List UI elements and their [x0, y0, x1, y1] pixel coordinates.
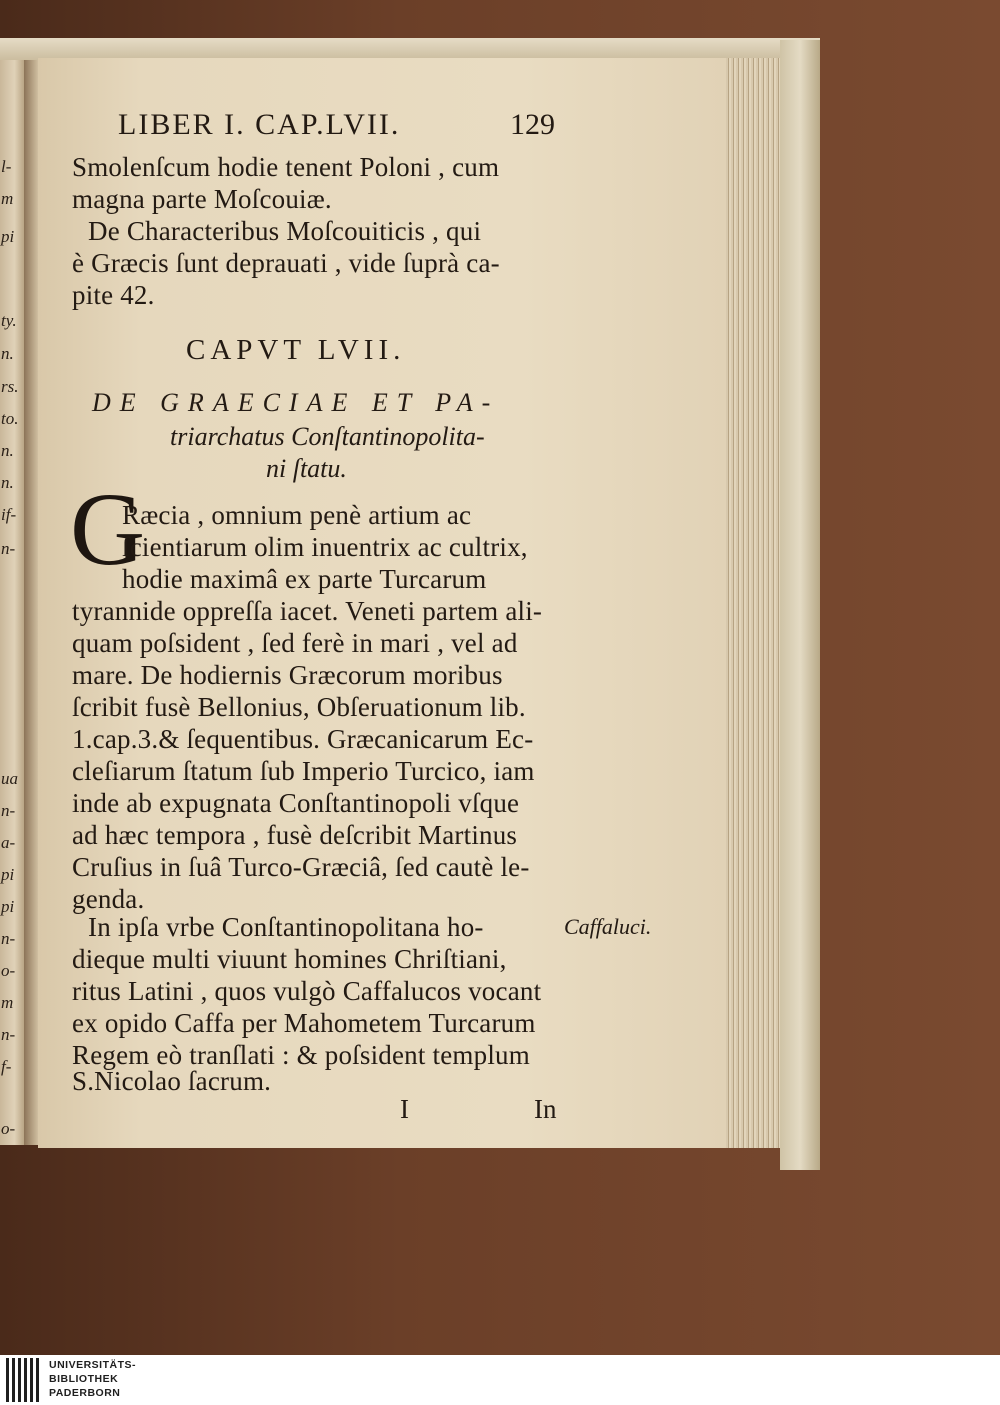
left-fragment: m	[1, 189, 14, 208]
left-fragment: rs.	[1, 377, 19, 396]
logo-line: PADERBORN	[49, 1387, 121, 1399]
left-fragment: n-	[1, 801, 16, 820]
chapter-heading: CAPVT LVII.	[186, 334, 406, 366]
text-line: è Græcis ſunt deprauati , vide ſuprà ca-	[72, 248, 500, 278]
marginal-note: Caffaluci.	[564, 914, 652, 939]
running-head: LIBER I. CAP.LVII.	[118, 108, 401, 141]
chapter-subtitle: DE GRAECIAE ET PA-	[92, 388, 500, 417]
left-fragment: to.	[1, 409, 19, 428]
left-fragment: n.	[1, 441, 14, 460]
text-line: Smolenſcum hodie tenent Poloni , cum	[72, 152, 500, 182]
left-fragment: pi	[1, 897, 15, 916]
left-fragment: n-	[1, 929, 16, 948]
text-line: tyrannide oppreſſa iacet. Veneti partem ali-	[72, 596, 543, 626]
logo-line: UNIVERSITÄTS-	[49, 1359, 137, 1371]
text-line: S.Nicolao ſacrum.	[72, 1066, 272, 1096]
text-line: Regem eò tranſlati : & poſsident templum	[72, 1040, 530, 1070]
left-fragment: n-	[1, 539, 16, 558]
left-fragment: ty.	[1, 311, 17, 330]
text-line: ex opido Caffa per Mahometem Turcarum	[72, 1008, 536, 1038]
left-fragment: if-	[1, 505, 17, 524]
text-line: pite 42.	[72, 280, 155, 310]
left-fragment: pi	[1, 865, 15, 884]
left-fragment: o-	[1, 1119, 16, 1138]
left-fragment: m	[1, 993, 14, 1012]
left-fragment: n-	[1, 1025, 16, 1044]
chapter-subtitle: ni ſtatu.	[266, 454, 347, 483]
library-footer	[0, 1355, 1000, 1405]
page-number: 129	[510, 108, 555, 141]
left-fragment: n.	[1, 344, 14, 363]
text-line: In ipſa vrbe Conſtantinopolitana ho-	[88, 912, 484, 942]
text-line: dieque multi viuunt homines Chriſtiani,	[72, 944, 507, 974]
left-fragment: n.	[1, 473, 14, 492]
left-fragment: o-	[1, 961, 16, 980]
book-cover-edge	[780, 40, 820, 1170]
text-line: hodie maximâ ex parte Turcarum	[122, 564, 487, 594]
text-line: cleſiarum ſtatum ſub Imperio Turcico, iam	[72, 756, 535, 786]
text-line: inde ab expugnata Conſtantinopoli vſque	[72, 788, 520, 818]
left-page-edge	[0, 60, 24, 1145]
book-spine-top	[0, 38, 820, 60]
text-line: De Characteribus Moſcouiticis , qui	[88, 216, 482, 246]
chapter-subtitle: triarchatus Conſtantinopolita-	[170, 422, 485, 451]
text-line: genda.	[72, 884, 145, 914]
text-line: Cruſius in ſuâ Turco-Græciâ, ſed cautè le-	[72, 852, 530, 882]
text-line: ritus Latini , quos vulgò Caffalucos vocant	[72, 976, 542, 1006]
text-line: magna parte Moſcouiæ.	[72, 184, 332, 214]
left-fragment: l-	[1, 157, 12, 176]
text-line: ſcribit fusè Bellonius, Obſeruationum lib.	[72, 692, 526, 722]
text-line: quam poſsident , ſed ferè in mari , vel ad	[72, 628, 518, 658]
signature-mark: I	[400, 1094, 409, 1124]
page-gutter	[24, 60, 38, 1145]
text-line: mare. De hodiernis Græcorum moribus	[72, 660, 503, 690]
logo-line: BIBLIOTHEK	[49, 1373, 119, 1385]
page-block-edges	[726, 58, 780, 1148]
drop-cap: G	[70, 472, 146, 587]
library-logo-icon	[6, 1358, 40, 1402]
left-fragment: ua	[1, 769, 18, 788]
text-line: ad hæc tempora , fusè deſcribit Martinus	[72, 820, 518, 850]
text-line: Ræcia , omnium penè artium ac	[122, 500, 472, 530]
text-line: 1.cap.3.& ſequentibus. Græcanicarum Ec-	[72, 724, 534, 754]
text-line: ſcientiarum olim inuentrix ac cultrix,	[122, 532, 528, 562]
library-logo-text	[49, 1358, 136, 1400]
left-fragment: f-	[1, 1057, 12, 1076]
catchword: In	[534, 1094, 557, 1124]
left-fragment: a-	[1, 833, 16, 852]
left-fragment: pi	[1, 227, 15, 246]
